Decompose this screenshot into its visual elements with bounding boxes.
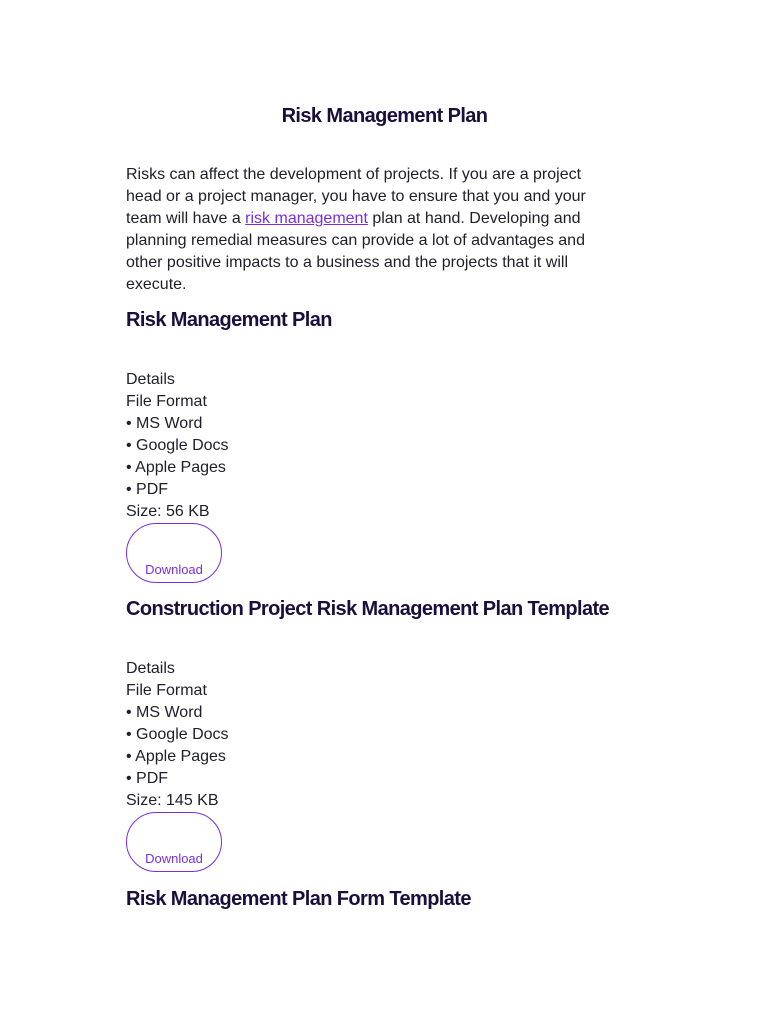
format-item-google-docs: • Google Docs (126, 437, 229, 454)
intro-text-after-link: plan at hand. Developing and planning remedial measures can provide a lot of advantages and other positive impacts to a business and the projects that it will execute. (126, 210, 585, 293)
intro-text-before-link: Risks can affect the development of projects. If you are a project head or a project manager, you have to ensure that you and your team will have a (126, 166, 586, 227)
format-item-ms-word: • MS Word (126, 704, 203, 721)
section-title-risk-management-plan: Risk Management Plan (126, 309, 332, 331)
format-item-pdf: • PDF (126, 770, 169, 787)
details-label: Details (126, 371, 175, 388)
download-button-label: Download (145, 851, 203, 866)
file-size: Size: 56 KB (126, 503, 210, 520)
file-format-label: File Format (126, 393, 207, 410)
format-item-google-docs: • Google Docs (126, 726, 229, 743)
section-title-construction-project: Construction Project Risk Management Plan Template (126, 598, 610, 620)
format-item-pdf: • PDF (126, 481, 169, 498)
intro-paragraph (126, 164, 616, 296)
risk-management-link[interactable]: risk management (245, 210, 368, 227)
details-label: Details (126, 660, 175, 677)
format-item-apple-pages: • Apple Pages (126, 748, 226, 765)
download-button-2[interactable] (126, 812, 222, 872)
section-title-risk-management-plan-form: Risk Management Plan Form Template (126, 888, 471, 910)
page-title: Risk Management Plan (281, 105, 488, 127)
details-block-2 (126, 658, 229, 812)
format-item-ms-word: • MS Word (126, 415, 203, 432)
download-button-1[interactable] (126, 523, 222, 583)
details-block-1 (126, 369, 229, 523)
file-size: Size: 145 KB (126, 792, 219, 809)
download-button-label: Download (145, 562, 203, 577)
format-item-apple-pages: • Apple Pages (126, 459, 226, 476)
file-format-label: File Format (126, 682, 207, 699)
